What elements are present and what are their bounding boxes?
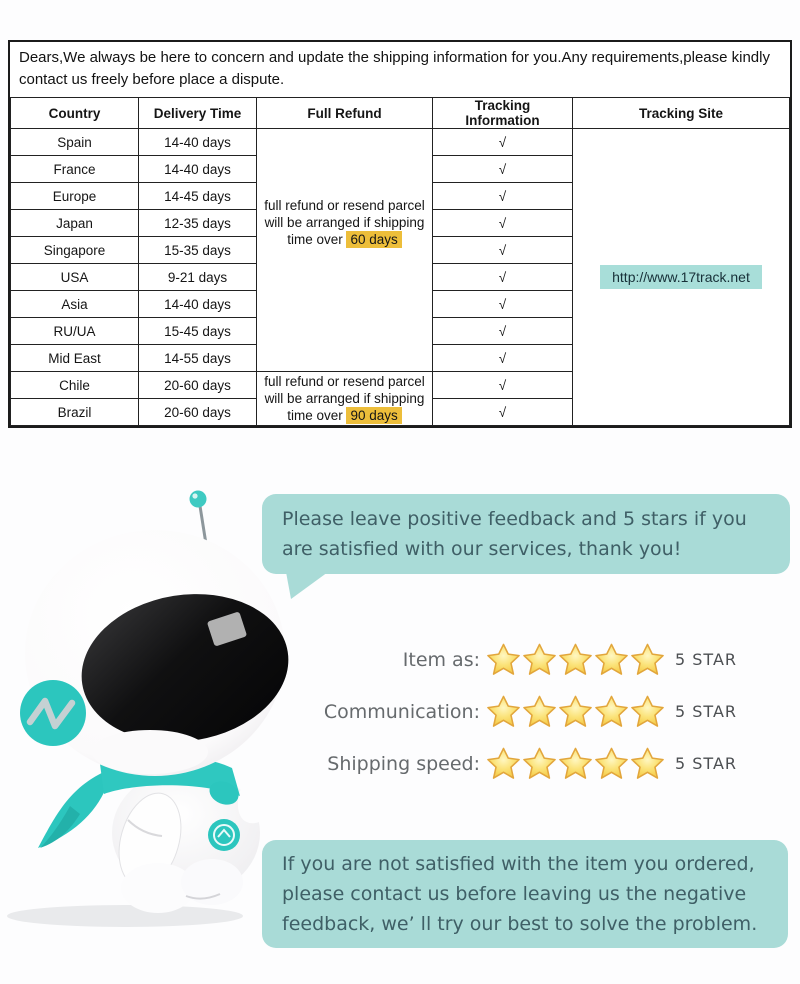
- rating-row: [320, 641, 790, 678]
- delivery-time-cell: 14-40 days: [139, 129, 257, 156]
- country-cell: Spain: [11, 129, 139, 156]
- robot-chin: [92, 730, 208, 774]
- rating-row: [320, 745, 790, 782]
- robot-antenna-ball: [190, 491, 207, 508]
- rating-label: Shipping speed:: [327, 752, 480, 775]
- rating-row: [320, 693, 790, 730]
- header-delivery-time: Delivery Time: [139, 98, 257, 129]
- ratings-section: [320, 641, 790, 797]
- star-icon: [630, 694, 665, 729]
- delivery-time-cell: 15-45 days: [139, 318, 257, 345]
- star-icon: [594, 694, 629, 729]
- rating-label: Communication:: [323, 700, 480, 723]
- shipping-table: [10, 97, 790, 426]
- star-icon: [594, 642, 629, 677]
- refund-policy-cell: full refund or resend parcel will be arranged if shipping time over 60 days: [257, 129, 433, 372]
- delivery-time-cell: 9-21 days: [139, 264, 257, 291]
- refund-days-highlight: 90 days: [346, 407, 401, 424]
- table-header-row: [11, 98, 790, 129]
- checkmark-icon: √: [433, 291, 573, 318]
- country-cell: Japan: [11, 210, 139, 237]
- checkmark-icon: √: [433, 318, 573, 345]
- header-full-refund: Full Refund: [257, 98, 433, 129]
- bubble-tail: [284, 572, 330, 600]
- star-icon: [486, 642, 521, 677]
- star-icon: [522, 642, 557, 677]
- delivery-time-cell: 14-45 days: [139, 183, 257, 210]
- star-icon: [486, 694, 521, 729]
- checkmark-icon: √: [433, 129, 573, 156]
- checkmark-icon: √: [433, 399, 573, 426]
- star-icon: [594, 746, 629, 781]
- feedback-request-text: Please leave positive feedback and 5 stars if you are satisfied with our services, thank you!: [282, 508, 747, 560]
- star-icon: [522, 694, 557, 729]
- country-cell: Europe: [11, 183, 139, 210]
- dissatisfaction-notice-bubble: [262, 840, 788, 948]
- star-icon: [630, 642, 665, 677]
- shipping-notice-text: Dears,We always be here to concern and update the shipping information for you.Any requirements,please kindly contact us freely before place a dispute.: [19, 49, 770, 88]
- delivery-time-cell: 14-40 days: [139, 291, 257, 318]
- robot-badge: [208, 819, 240, 851]
- checkmark-icon: √: [433, 345, 573, 372]
- rating-suffix: 5 STAR: [675, 754, 738, 773]
- country-cell: France: [11, 156, 139, 183]
- header-tracking-site: Tracking Site: [573, 98, 790, 129]
- dissatisfaction-notice-text: If you are not satisfied with the item you ordered, please contact us before leaving us the negative feedback, we’ ll try our best to solve the problem.: [282, 853, 758, 935]
- star-icon: [558, 746, 593, 781]
- star-rating: [486, 746, 666, 781]
- rating-suffix: 5 STAR: [675, 650, 738, 669]
- checkmark-icon: √: [433, 264, 573, 291]
- delivery-time-cell: 20-60 days: [139, 372, 257, 399]
- delivery-time-cell: 12-35 days: [139, 210, 257, 237]
- rating-label: Item as:: [402, 648, 480, 671]
- feedback-request-bubble: [262, 494, 790, 574]
- country-cell: RU/UA: [11, 318, 139, 345]
- delivery-time-cell: 14-55 days: [139, 345, 257, 372]
- country-cell: Mid East: [11, 345, 139, 372]
- shipping-info-panel: [8, 40, 792, 428]
- delivery-time-cell: 20-60 days: [139, 399, 257, 426]
- country-cell: Singapore: [11, 237, 139, 264]
- country-cell: Chile: [11, 372, 139, 399]
- star-icon: [486, 746, 521, 781]
- checkmark-icon: √: [433, 237, 573, 264]
- robot-shadow: [7, 905, 243, 927]
- star-rating: [486, 642, 666, 677]
- country-cell: Brazil: [11, 399, 139, 426]
- delivery-time-cell: 14-40 days: [139, 156, 257, 183]
- star-rating: [486, 694, 666, 729]
- tracking-site-cell: [573, 129, 790, 426]
- star-icon: [630, 746, 665, 781]
- checkmark-icon: √: [433, 156, 573, 183]
- checkmark-icon: √: [433, 372, 573, 399]
- table-row: [11, 129, 790, 156]
- checkmark-icon: √: [433, 210, 573, 237]
- shipping-table-body: [11, 129, 790, 426]
- refund-days-highlight: 60 days: [346, 231, 401, 248]
- refund-policy-cell: full refund or resend parcel will be arranged if shipping time over 90 days: [257, 372, 433, 426]
- star-icon: [558, 642, 593, 677]
- star-icon: [558, 694, 593, 729]
- delivery-time-cell: 15-35 days: [139, 237, 257, 264]
- country-cell: USA: [11, 264, 139, 291]
- header-country: Country: [11, 98, 139, 129]
- robot-antenna-highlight: [192, 493, 197, 498]
- checkmark-icon: √: [433, 183, 573, 210]
- rating-suffix: 5 STAR: [675, 702, 738, 721]
- tracking-site-link[interactable]: http://www.17track.net: [600, 265, 762, 289]
- header-tracking-information: Tracking Information: [433, 98, 573, 129]
- star-icon: [522, 746, 557, 781]
- country-cell: Asia: [11, 291, 139, 318]
